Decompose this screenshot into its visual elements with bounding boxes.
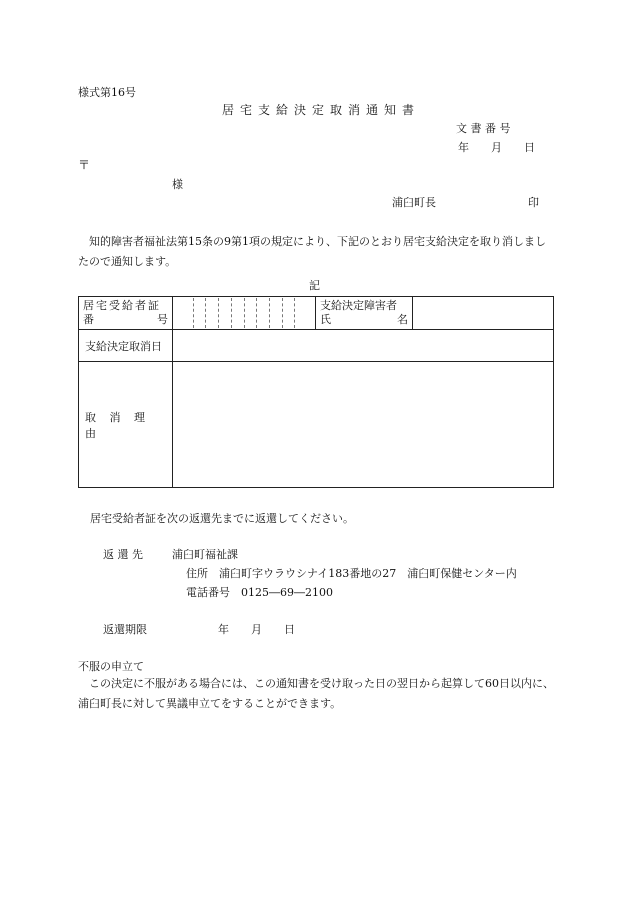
cert-digit-box[interactable] — [194, 298, 207, 328]
appeal-text: この決定に不服がある場合には、この通知書を受け取った日の翌日から起算して60日以内に、浦臼町長に対して異議申立てをすることができます。 — [78, 677, 554, 710]
recipient-name-field[interactable] — [413, 297, 554, 330]
return-deadline-value: 年 月 日 — [218, 623, 295, 636]
cancel-reason-field[interactable] — [173, 362, 554, 488]
cancel-date-label: 支給決定取消日 — [79, 330, 173, 362]
recipient-name-label-line2b: 名 — [397, 313, 408, 326]
return-deadline-label: 返還期限 — [103, 623, 147, 636]
cert-number-digit-boxes[interactable] — [173, 297, 316, 330]
form-number: 様式第16号 — [78, 86, 136, 99]
cert-digit-box[interactable] — [283, 298, 296, 328]
postal-mark: 〒 — [78, 158, 91, 172]
return-destination-phone: 電話番号 0125―69―2100 — [186, 586, 333, 599]
cert-digit-box[interactable] — [219, 298, 232, 328]
cert-digit-box[interactable] — [270, 298, 283, 328]
appeal-heading: 不服の申立て — [78, 660, 144, 673]
cert-number-label-line1: 居宅受給者証 — [83, 299, 161, 312]
cert-digit-box[interactable] — [295, 298, 307, 328]
body-paragraph: 知的障害者福祉法第15条の9第1項の規定により、下記のとおり居宅支給決定を取り消しましたので通知します。 — [78, 235, 546, 268]
issuer-name: 浦臼町長 — [392, 196, 436, 209]
addressee-suffix: 様 — [172, 178, 183, 191]
seal-mark: 印 — [528, 196, 539, 209]
cancel-date-field[interactable] — [173, 330, 554, 362]
cert-digit-box[interactable] — [232, 298, 245, 328]
cancel-reason-label: 取 消 理 由 — [79, 362, 173, 488]
cert-digit-box[interactable] — [181, 298, 194, 328]
cert-number-label — [79, 297, 173, 330]
return-destination-label: 返 還 先 — [103, 548, 143, 561]
recipient-name-label — [316, 297, 413, 330]
return-destination-address: 住所 浦臼町字ウラウシナイ183番地の27 浦臼町保健センター内 — [186, 567, 517, 580]
document-number-label: 文 書 番 号 — [456, 122, 511, 135]
return-destination-name: 浦臼町福祉課 — [172, 548, 238, 561]
cert-digit-box[interactable] — [206, 298, 219, 328]
recipient-name-label-line1: 支給決定障害者 — [320, 299, 397, 312]
notice-table — [78, 296, 554, 488]
recipient-name-label-line2a: 氏 — [320, 313, 331, 326]
cert-digit-box[interactable] — [257, 298, 270, 328]
date-label: 年 月 日 — [458, 141, 535, 154]
document-title: 居宅支給決定取消通知書 — [222, 103, 421, 117]
cert-number-label-line2a: 番 — [83, 313, 94, 326]
cert-digit-box[interactable] — [245, 298, 258, 328]
ki-heading: 記 — [309, 279, 320, 292]
return-notice: 居宅受給者証を次の返還先までに返還してください。 — [90, 512, 354, 525]
cert-number-label-line2b: 号 — [157, 313, 168, 326]
